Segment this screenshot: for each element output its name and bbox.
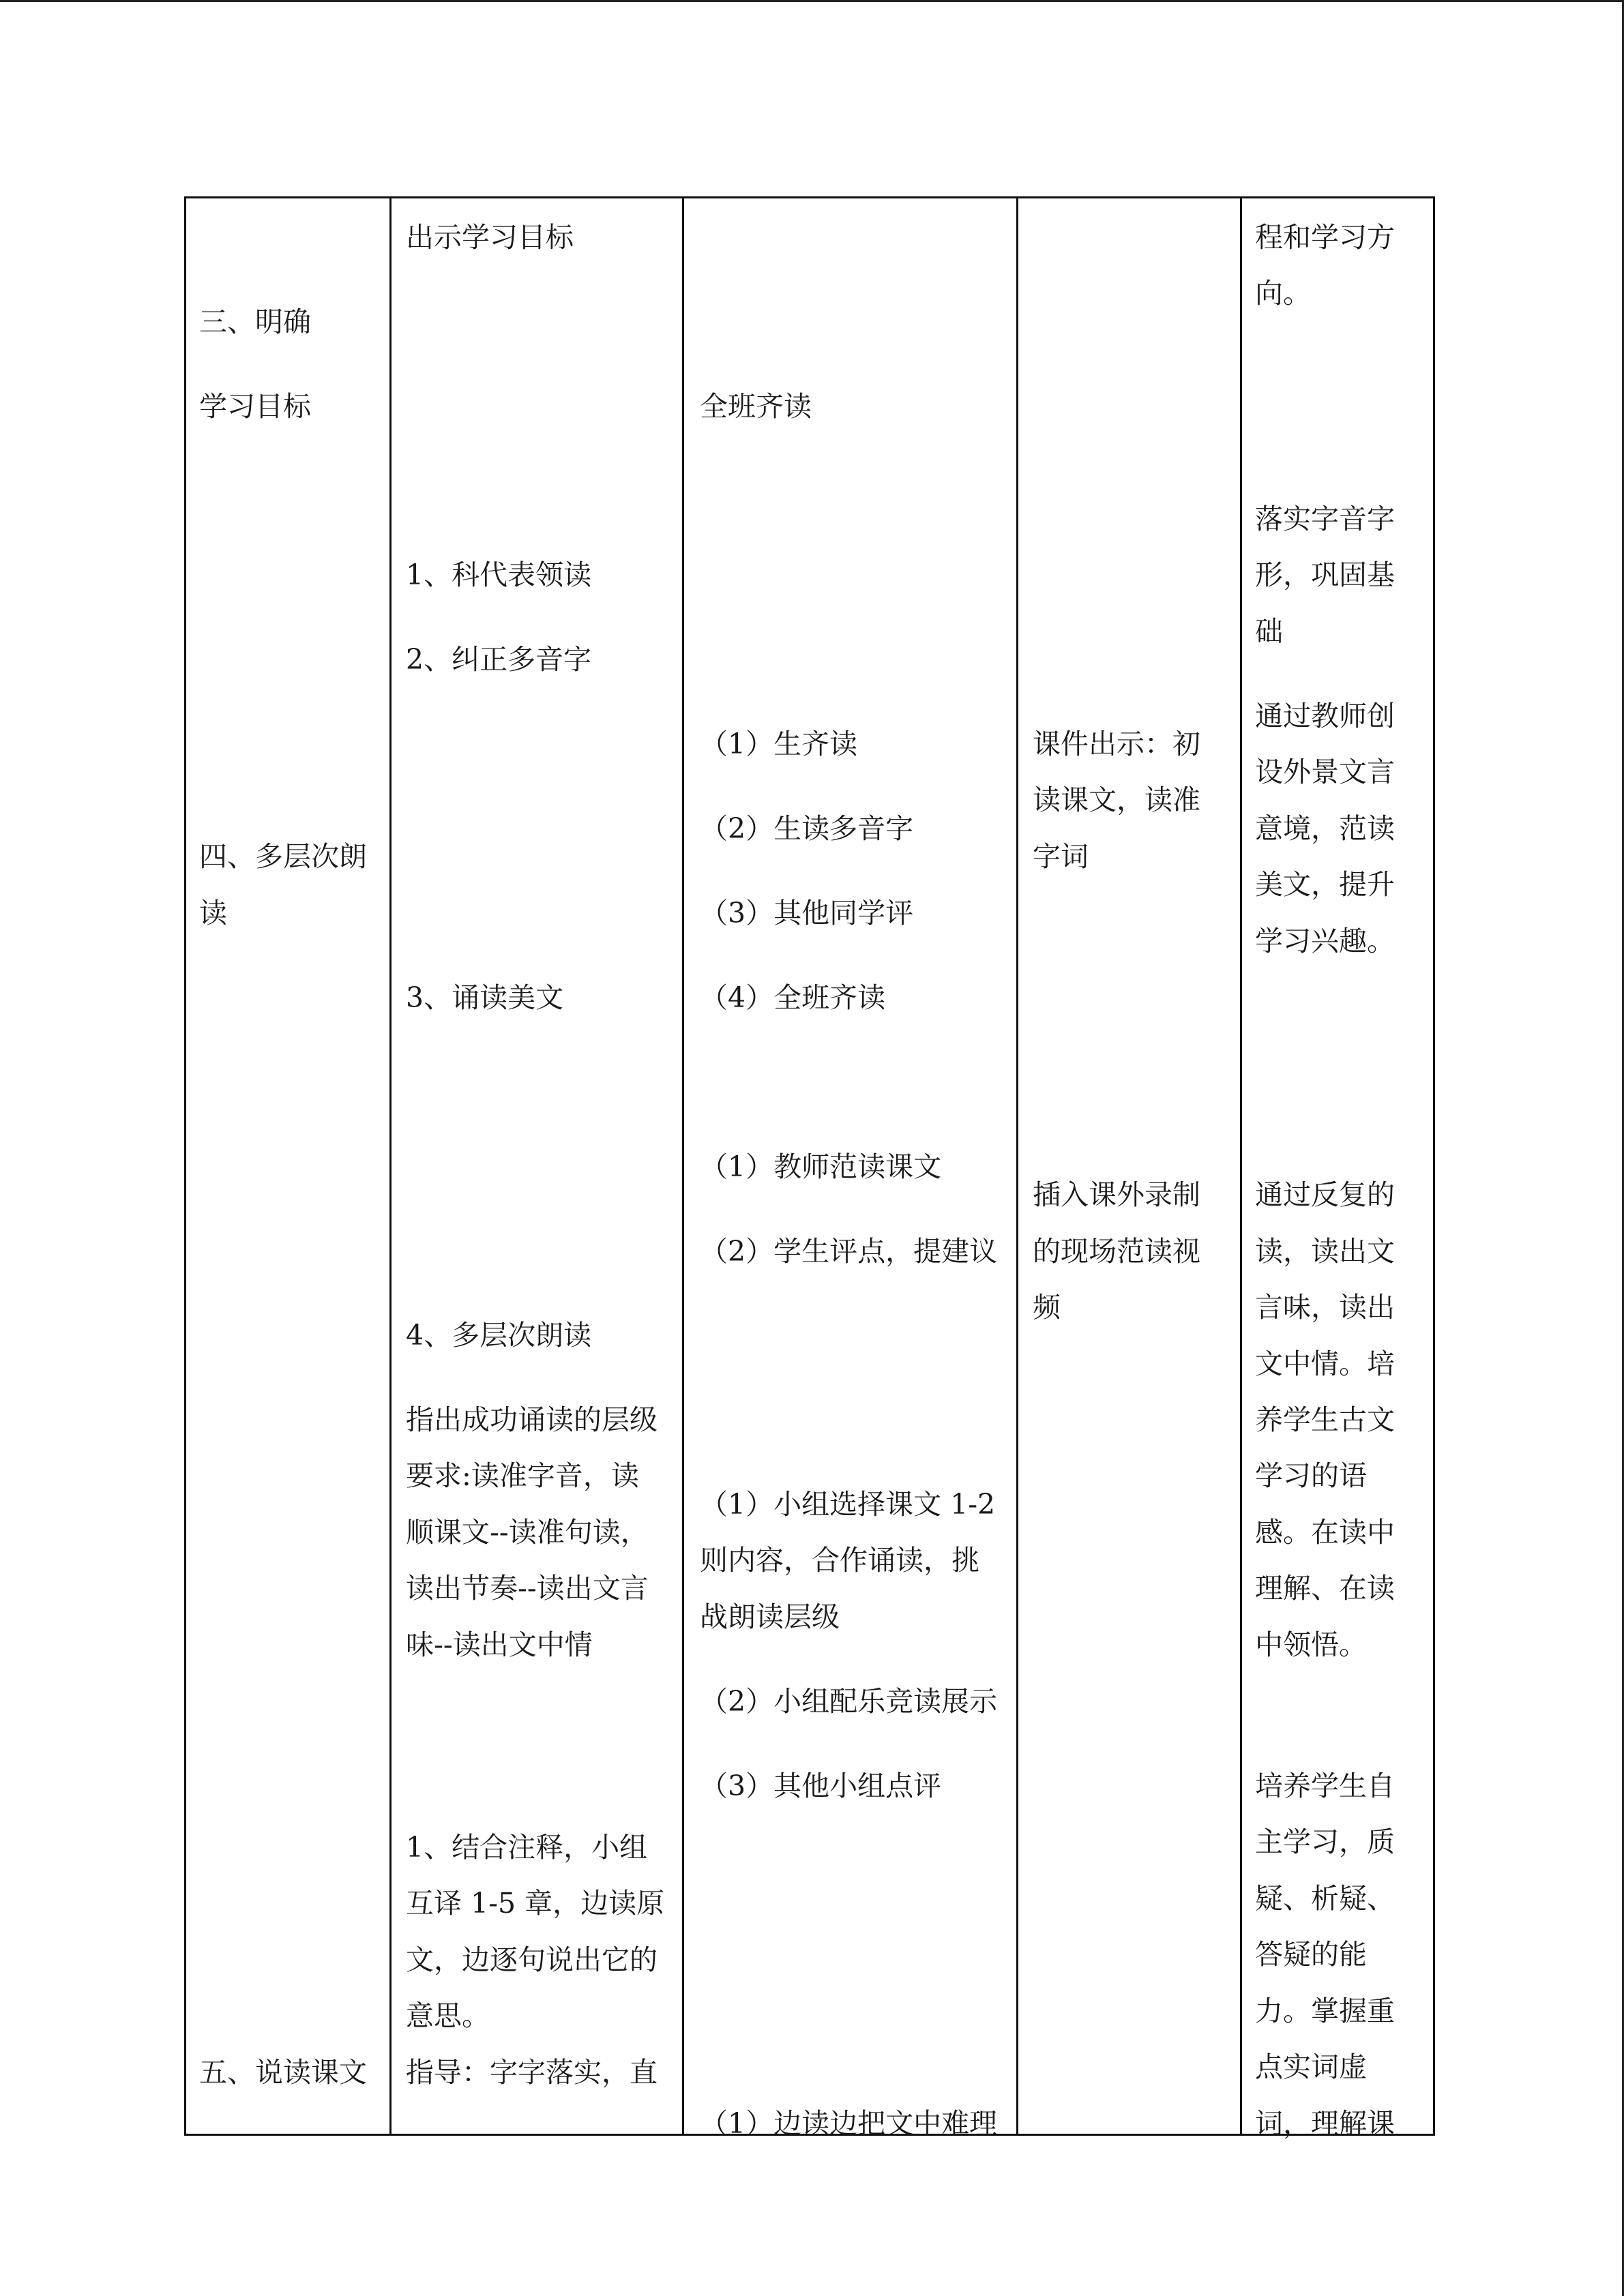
design-intent-text: 感。在读中 [1255, 1516, 1395, 1549]
design-intent-text: 学习的语 [1255, 1459, 1367, 1492]
student-activity-text: （1）教师范读课文 [700, 1150, 942, 1183]
column-divider-1 [389, 196, 392, 2136]
design-intent-text: 础 [1255, 615, 1283, 648]
design-intent-text: 理解、在读 [1255, 1572, 1395, 1605]
student-activity-text: 全班齐读 [700, 390, 812, 423]
teacher-activity-text: 2、纠正多音字 [406, 643, 592, 676]
teacher-activity-text: 要求:读准字音，读 [406, 1459, 639, 1492]
student-activity-text: （4）全班齐读 [700, 981, 886, 1014]
design-intent-text: 通过反复的 [1255, 1178, 1395, 1211]
teacher-activity-text: 互译 1-5 章，边读原 [406, 1887, 665, 1920]
design-intent-text: 点实词虚 [1255, 2051, 1367, 2083]
teacher-activity-text: 出示学习目标 [406, 221, 574, 254]
design-intent-text: 言味，读出 [1255, 1291, 1395, 1324]
table-top-border [184, 196, 1435, 198]
design-intent-text: 形，巩固基 [1255, 558, 1395, 591]
design-intent-text: 文中情。培 [1255, 1347, 1395, 1380]
stage-label: 四、多层次朗 [199, 840, 367, 873]
teacher-activity-text: 文，边逐句说出它的 [406, 1943, 658, 1976]
media-note-text: 读课文，读准 [1033, 784, 1200, 816]
teacher-activity-text: 1、结合注释，小组 [406, 1831, 648, 1864]
design-intent-text: 词，理解课 [1255, 2107, 1395, 2140]
teacher-activity-text: 4、多层次朗读 [406, 1319, 592, 1352]
design-intent-text: 落实字音字 [1255, 503, 1395, 535]
student-activity-text: （1）小组选择课文 1-2 [700, 1488, 996, 1521]
design-intent-text: 意境，范读 [1255, 812, 1395, 845]
stage-label: 三、明确 [199, 305, 311, 338]
design-intent-text: 设外景文言 [1255, 756, 1395, 788]
design-intent-text: 养学生古文 [1255, 1403, 1395, 1436]
design-intent-text: 力。掌握重 [1255, 1995, 1395, 2027]
design-intent-text: 通过教师创 [1255, 700, 1395, 732]
student-activity-text: （2）学生评点，提建议 [700, 1235, 998, 1268]
student-activity-text: （3）其他同学评 [700, 897, 914, 929]
design-intent-text: 中领悟。 [1255, 1628, 1367, 1661]
student-activity-text: （2）生读多音字 [700, 812, 914, 845]
design-intent-text: 主学习，质 [1255, 1825, 1395, 1858]
teacher-activity-text: 指导：字字落实，直 [406, 2056, 658, 2089]
media-note-text: 的现场范读视 [1033, 1235, 1200, 1268]
design-intent-text: 培养学生自 [1255, 1770, 1395, 1802]
student-activity-text: （1）生齐读 [700, 728, 858, 760]
student-activity-text: 战朗读层级 [700, 1600, 840, 1633]
design-intent-text: 读，读出文 [1255, 1235, 1395, 1268]
stage-label: 读 [199, 897, 227, 929]
design-intent-text: 学习兴趣。 [1255, 925, 1395, 957]
column-divider-3 [1016, 196, 1018, 2136]
column-divider-4 [1240, 196, 1242, 2136]
media-note-text: 频 [1033, 1291, 1061, 1324]
design-intent-text: 向。 [1255, 277, 1311, 310]
design-intent-text: 程和学习方 [1255, 221, 1395, 254]
student-activity-text: （2）小组配乐竞读展示 [700, 1685, 998, 1718]
teacher-activity-text: 3、诵读美文 [406, 981, 564, 1014]
design-intent-text: 疑、析疑、 [1255, 1882, 1395, 1915]
design-intent-text: 答疑的能 [1255, 1938, 1367, 1971]
teacher-activity-text: 1、科代表领读 [406, 558, 592, 591]
student-activity-text: （3）其他小组点评 [700, 1770, 942, 1802]
table-left-border [184, 196, 186, 2136]
stage-label: 五、说读课文 [199, 2056, 367, 2089]
student-activity-text: 则内容，合作诵读，挑 [700, 1544, 979, 1577]
media-note-text: 课件出示：初 [1033, 728, 1200, 760]
teacher-activity-text: 指出成功诵读的层级 [406, 1403, 658, 1436]
stage-label: 学习目标 [199, 390, 311, 423]
teacher-activity-text: 顺课文--读准句读， [406, 1516, 649, 1549]
lesson-plan-table [184, 196, 1435, 2140]
table-right-border [1433, 196, 1435, 2136]
media-note-text: 字词 [1033, 840, 1089, 873]
page-top-border [0, 0, 1624, 2]
teacher-activity-text: 味--读出文中情 [406, 1628, 593, 1661]
column-divider-2 [682, 196, 684, 2136]
student-activity-text: （1）边读边把文中难理 [700, 2107, 998, 2140]
design-intent-text: 美文，提升 [1255, 868, 1395, 901]
media-note-text: 插入课外录制 [1033, 1178, 1200, 1211]
teacher-activity-text: 意思。 [406, 1999, 490, 2032]
teacher-activity-text: 读出节奏--读出文言 [406, 1572, 649, 1605]
